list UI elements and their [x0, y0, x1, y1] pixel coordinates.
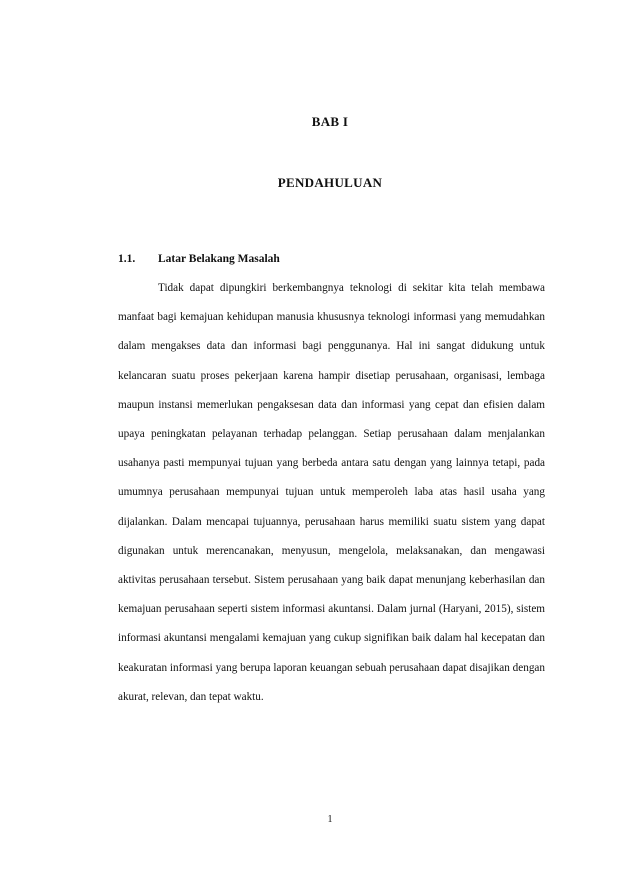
page-number: 1 — [327, 814, 333, 825]
chapter-label: BAB I — [311, 114, 349, 129]
body-paragraph: Tidak dapat dipungkiri berkembangnya teknologi di sekitar kita telah membawa manfaat bagi kemajuan kehidupan manusia khususnya teknologi informasi yang memudahkan dalam mengakses data dan informasi bagi penggunanya. Hal ini sangat didukung untuk kelancaran suatu proses pekerjaan karena hampir disetiap perusahaan, organisasi, lembaga maupun instansi memerlukan pengaksesan data dan informasi yang cepat dan efisien dalam upaya peningkatan pelayanan terhadap pelanggan. Setiap perusahaan dalam menjalankan usahanya pasti mempunyai tujuan yang berbeda antara satu dengan yang lainnya tetapi, pada umumnya perusahaan mempunyai tujuan untuk memperoleh laba atas hasil usaha yang dijalankan. Dalam mencapai tujuannya, perusahaan harus memiliki suatu sistem yang dapat digunakan untuk merencanakan, menyusun, mengelola, melaksanakan, dan mengawasi aktivitas perusahaan tersebut. Sistem perusahaan yang baik dapat menunjang keberhasilan dan kemajuan perusahaan seperti sistem informasi akuntansi. Dalam jurnal (Haryani, 2015), sistem informasi akuntansi mengalami kemajuan yang cukup signifikan baik dalam hal kecepatan dan keakuratan informasi yang berupa laporan keuangan sebuah perusahaan dapat disajikan dengan akurat, relevan, dan tepat waktu. — [118, 282, 545, 703]
chapter-title: PENDAHULUAN — [277, 175, 383, 190]
section-title: Latar Belakang Masalah — [158, 253, 280, 265]
section-number: 1.1. — [118, 253, 136, 265]
section-heading — [118, 253, 280, 265]
